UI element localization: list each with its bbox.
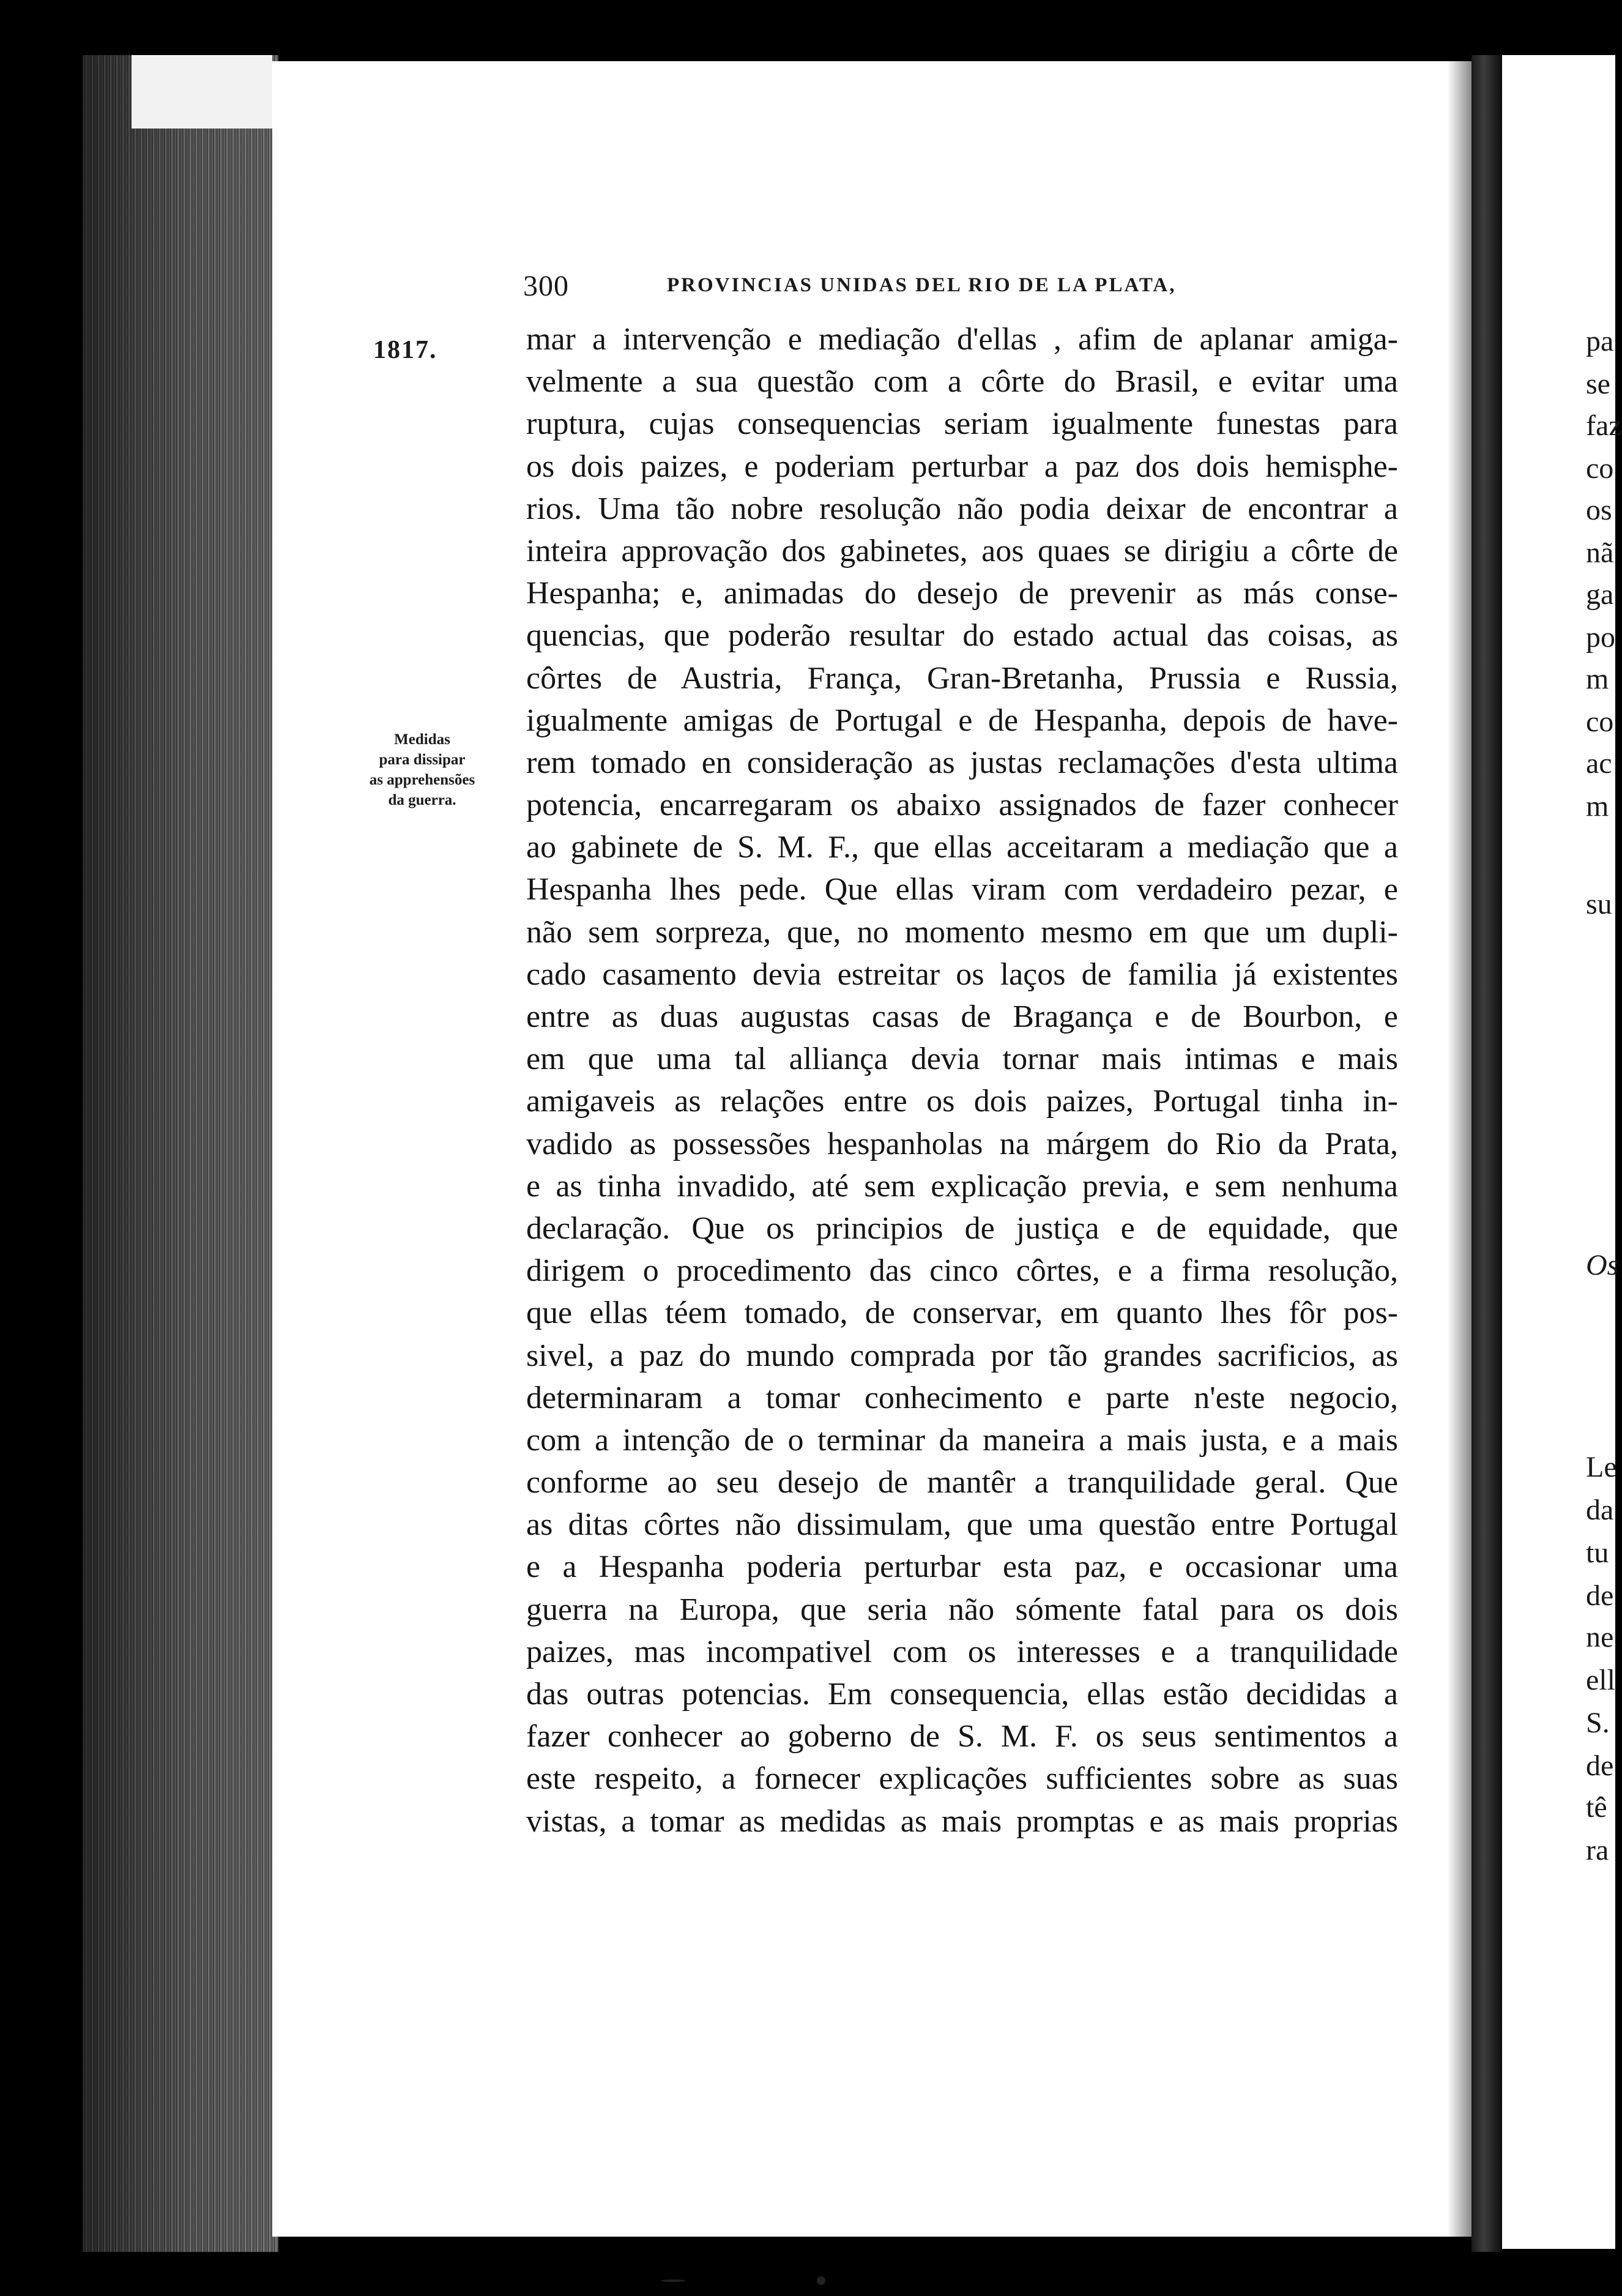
page-number: 300: [523, 270, 569, 302]
body-line: rem tomado en consideração as justas reclamações d'esta ultima: [526, 745, 1398, 780]
body-line: vadido as possessões hespanholas na márgem do Rio da Prata,: [526, 1126, 1398, 1161]
body-line: determinaram a tomar conhecimento e parte n'este negocio,: [526, 1380, 1398, 1415]
facing-page-fragment: ell: [1586, 1664, 1615, 1696]
facing-page-fragment: tê: [1586, 1791, 1607, 1824]
body-line: potencia, encarregaram os abaixo assignados de fazer conhecer: [526, 788, 1398, 823]
facing-page-fragment: pa: [1586, 325, 1614, 357]
body-line: não sem sorpreza, que, no momento mesmo em que um dupli-: [526, 914, 1398, 950]
facing-page-fragment: ne: [1586, 1621, 1614, 1653]
facing-page-fragment: m: [1586, 663, 1609, 695]
body-line: cado casamento devia estreitar os laços de familia já existentes: [526, 956, 1398, 992]
body-line: Hespanha lhes pede. Que ellas viram com verdadeiro pezar, e: [526, 872, 1398, 908]
facing-page-fragment: faz: [1586, 409, 1622, 442]
body-line: ruptura, cujas consequencias seriam igualmente funestas para: [526, 406, 1398, 442]
body-line: fazer conhecer ao goberno de S. M. F. os seus sentimentos a: [526, 1719, 1398, 1754]
body-line: das outras potencias. Em consequencia, ellas estão decididas a: [526, 1677, 1398, 1712]
body-line: guerra na Europa, que seria não sómente fatal para os dois: [526, 1592, 1398, 1627]
facing-page-fragment: Le: [1586, 1451, 1617, 1483]
facing-page-fragment: de: [1586, 1579, 1614, 1612]
facing-page-fragment: po: [1586, 621, 1615, 654]
body-line: declaração. Que os principios de justiça e de equidade, que: [526, 1210, 1398, 1246]
body-line: conforme ao seu desejo de mantêr a tranquilidade geral. Que: [526, 1465, 1398, 1500]
body-line: paizes, mas incompativel com os interesses e a tranquilidade: [526, 1634, 1398, 1669]
margin-note: [340, 729, 505, 810]
body-line: dirigem o procedimento das cinco côrtes, e a firma resolução,: [526, 1253, 1398, 1289]
body-line: e a Hespanha poderia perturbar esta paz, e occasionar uma: [526, 1549, 1398, 1585]
body-line: velmente a sua questão com a côrte do Brasil, e evitar uma: [526, 364, 1398, 400]
margin-year: 1817.: [373, 336, 437, 364]
body-line: rios. Uma tão nobre resolução não podia deixar de encontrar a: [526, 491, 1398, 526]
body-line: amigaveis as relações entre os dois paizes, Portugal tinha in-: [526, 1084, 1398, 1119]
body-line: e as tinha invadido, até sem explicação previa, e sem nenhuma: [526, 1168, 1398, 1204]
facing-page-fragment: de: [1586, 1750, 1614, 1782]
book-page-edges-shadow: [83, 55, 278, 2252]
body-line: em que uma tal alliança devia tornar mais intimas e mais: [526, 1042, 1398, 1077]
facing-page-gutter: [1471, 55, 1502, 2252]
facing-page-fragment: Os: [1586, 1249, 1619, 1281]
body-line: ao gabinete de S. M. F., que ellas acceitaram a mediação que a: [526, 830, 1398, 865]
margin-note-line: Medidas: [394, 731, 450, 748]
facing-page-fragment: tu: [1586, 1537, 1609, 1569]
facing-page-fragment: S.: [1586, 1707, 1610, 1739]
body-line: sivel, a paz do mundo comprada por tão grandes sacrificios, as: [526, 1338, 1398, 1373]
facing-page-fragment: ga: [1586, 578, 1614, 611]
body-line: mar a intervenção e mediação d'ellas , afim de aplanar amiga-: [526, 322, 1398, 357]
body-line: quencias, que poderão resultar do estado actual das coisas, as: [526, 618, 1398, 654]
body-line: côrtes de Austria, França, Gran-Bretanha, Prussia e Russia,: [526, 660, 1398, 696]
body-line: que ellas téem tomado, de conservar, em quanto lhes fôr pos-: [526, 1295, 1398, 1331]
facing-page-fragment: nã: [1586, 537, 1614, 569]
facing-page-fragment: co: [1586, 452, 1614, 485]
body-line: vistas, a tomar as medidas as mais promptas e as mais proprias: [526, 1803, 1398, 1839]
facing-page-fragment: m: [1586, 790, 1609, 822]
margin-note-line: da guerra.: [388, 792, 456, 808]
running-title: PROVINCIAS UNIDAS DEL RIO DE LA PLATA,: [667, 274, 1177, 296]
facing-page-fragment: os: [1586, 494, 1612, 526]
page-header: [523, 269, 1410, 306]
body-text: [526, 318, 1398, 1843]
body-line: este respeito, a fornecer explicações sufficientes sobre as suas: [526, 1761, 1398, 1797]
scan-speck: [661, 2279, 685, 2282]
facing-page-fragment: ra: [1586, 1834, 1609, 1866]
facing-page-fragment: ac: [1586, 747, 1612, 780]
body-line: inteira approvação dos gabinetes, aos quaes se dirigiu a côrte de: [526, 533, 1398, 568]
margin-note-line: as apprehensões: [369, 772, 475, 788]
facing-page-fragment: su: [1586, 888, 1612, 920]
body-line: Hespanha; e, animadas do desejo de prevenir as más conse-: [526, 576, 1398, 611]
body-line: igualmente amigas de Portugal e de Hespanha, depois de have-: [526, 703, 1398, 738]
body-line: com a intenção de o terminar da maneira a mais justa, e a mais: [526, 1422, 1398, 1458]
body-line: entre as duas augustas casas de Bragança e de Bourbon, e: [526, 999, 1398, 1034]
scan-speck: [817, 2276, 825, 2285]
margin-note-line: para dissipar: [379, 751, 466, 768]
facing-page-fragment: se: [1586, 368, 1610, 400]
book-page-top-edge: [132, 55, 272, 129]
page-gutter-shadow: [1447, 61, 1471, 2237]
facing-page-fragment: da: [1586, 1494, 1614, 1526]
facing-page-fragment: co: [1586, 706, 1614, 738]
body-line: os dois paizes, e poderiam perturbar a paz dos dois hemisphe-: [526, 449, 1398, 484]
body-line: as ditas côrtes não dissimulam, que uma questão entre Portugal: [526, 1507, 1398, 1543]
